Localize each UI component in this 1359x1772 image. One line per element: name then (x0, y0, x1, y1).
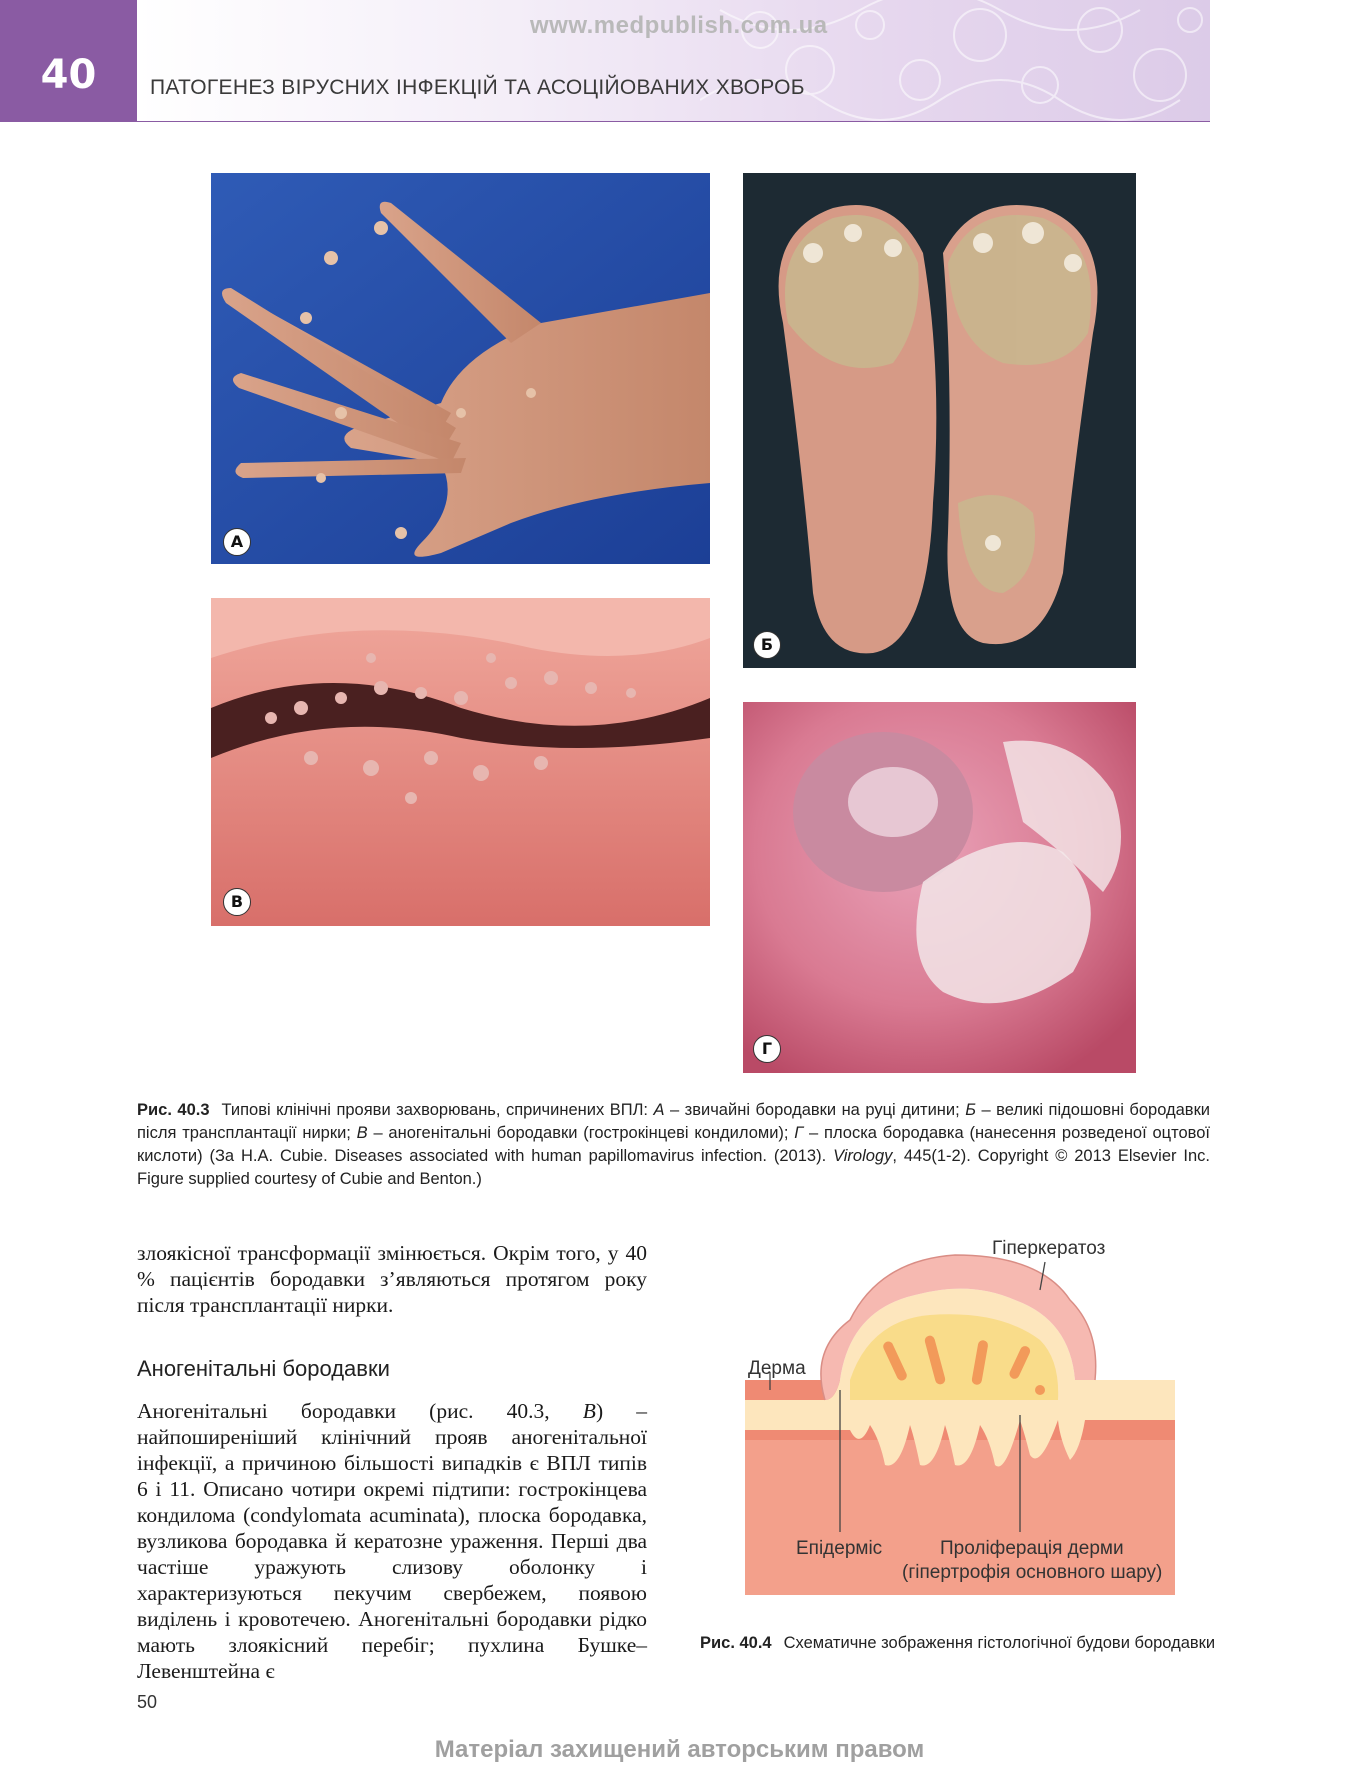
label-proliferation-sub: (гіпертрофія основного шару) (902, 1562, 1163, 1583)
panel-label-a: А (223, 528, 251, 556)
panel-label-g: Г (753, 1035, 781, 1063)
caption-text: – аногенітальні бородавки (гострокінцеві кондиломи); (367, 1124, 795, 1142)
photo-panel-v (211, 598, 710, 926)
caption-ref-g: Г (794, 1124, 804, 1142)
chapter-title: ПАТОГЕНЕЗ ВІРУСНИХ ІНФЕКЦІЙ ТА АСОЦІЙОВАНИХ ХВОРОБ (150, 76, 805, 99)
caption-journal: Virology (833, 1147, 893, 1165)
site-watermark: www.medpublish.com.ua (530, 12, 828, 39)
figure-reference: В (582, 1399, 596, 1423)
header-rule (137, 121, 1210, 122)
copyright-watermark: Матеріал захищений авторським правом (434, 1736, 925, 1763)
photo-panel-b (743, 173, 1136, 668)
caption-text: – плоска бородавка (нанесення розведеної оцтової кислоти) (За H.A. Cubie. Diseases associated with human papillomavirus infection. (2013). (137, 1124, 1210, 1165)
caption-text: Схематичне зображення гістологічної будови бородавки (783, 1634, 1216, 1652)
photo-panel-a (211, 173, 710, 564)
caption-text: Типові клінічні прояви захворювань, спричинених ВПЛ: (221, 1101, 654, 1119)
caption-ref-a: А (653, 1101, 665, 1119)
section-heading: Аногенітальні бородавки (137, 1356, 390, 1381)
caption-text: – звичайні бородавки на руці дитини; (664, 1101, 966, 1119)
figure-40-4-caption (700, 1632, 1220, 1655)
panel-label-v: В (223, 888, 251, 916)
paragraph-continued: злоякісної трансформації змінюється. Окрім того, у 40 % пацієнтів бородавки з’являються протягом року після трансплантації нирки. (137, 1241, 647, 1317)
figure-40-3-caption (137, 1099, 1210, 1191)
caption-ref-b: Б (965, 1101, 976, 1119)
caption-ref-v: В (356, 1124, 368, 1142)
caption-label: Рис. 40.4 (700, 1634, 772, 1652)
photo-panel-g (743, 702, 1136, 1073)
caption-label: Рис. 40.3 (137, 1101, 210, 1119)
page-number: 50 (137, 1692, 158, 1712)
label-hyperkeratosis: Гіперкератоз (992, 1238, 1106, 1259)
label-proliferation: Проліферація дерми (940, 1538, 1124, 1559)
label-dermis: Дерма (748, 1358, 806, 1379)
label-epidermis: Епідерміс (796, 1538, 883, 1559)
caption-text: – великі підошовні бородавки після трансплантації нирки; (137, 1101, 1211, 1142)
caption-text: , 445(1-2). Copyright © 2013 Elsevier Inc. Figure supplied courtesy of Cubie and Benton.) (137, 1147, 1210, 1188)
chapter-number: 40 (40, 52, 97, 98)
panel-label-b: Б (753, 631, 781, 659)
paragraph-anogenital: Аногенітальні бородавки (рис. 40.3, В) – найпоширеніший клінічний прояв аногенітальної інфекції, а причиною більшості випадків є ВПЛ типів 6 і 11. Описано чотири окремі підтипи: гострокінцева кондилома (condylomata acuminata), плоска бородавка, вузликова бородавка й кератозне ураження. Перші два частіше уражують слизову оболонку і характеризуються пекучим свербежем, появою виділень і кровотечею. Аногенітальні бородавки рідко мають злоякісний перебіг; пухлина Бушке–Левенштейна є (137, 1399, 647, 1683)
